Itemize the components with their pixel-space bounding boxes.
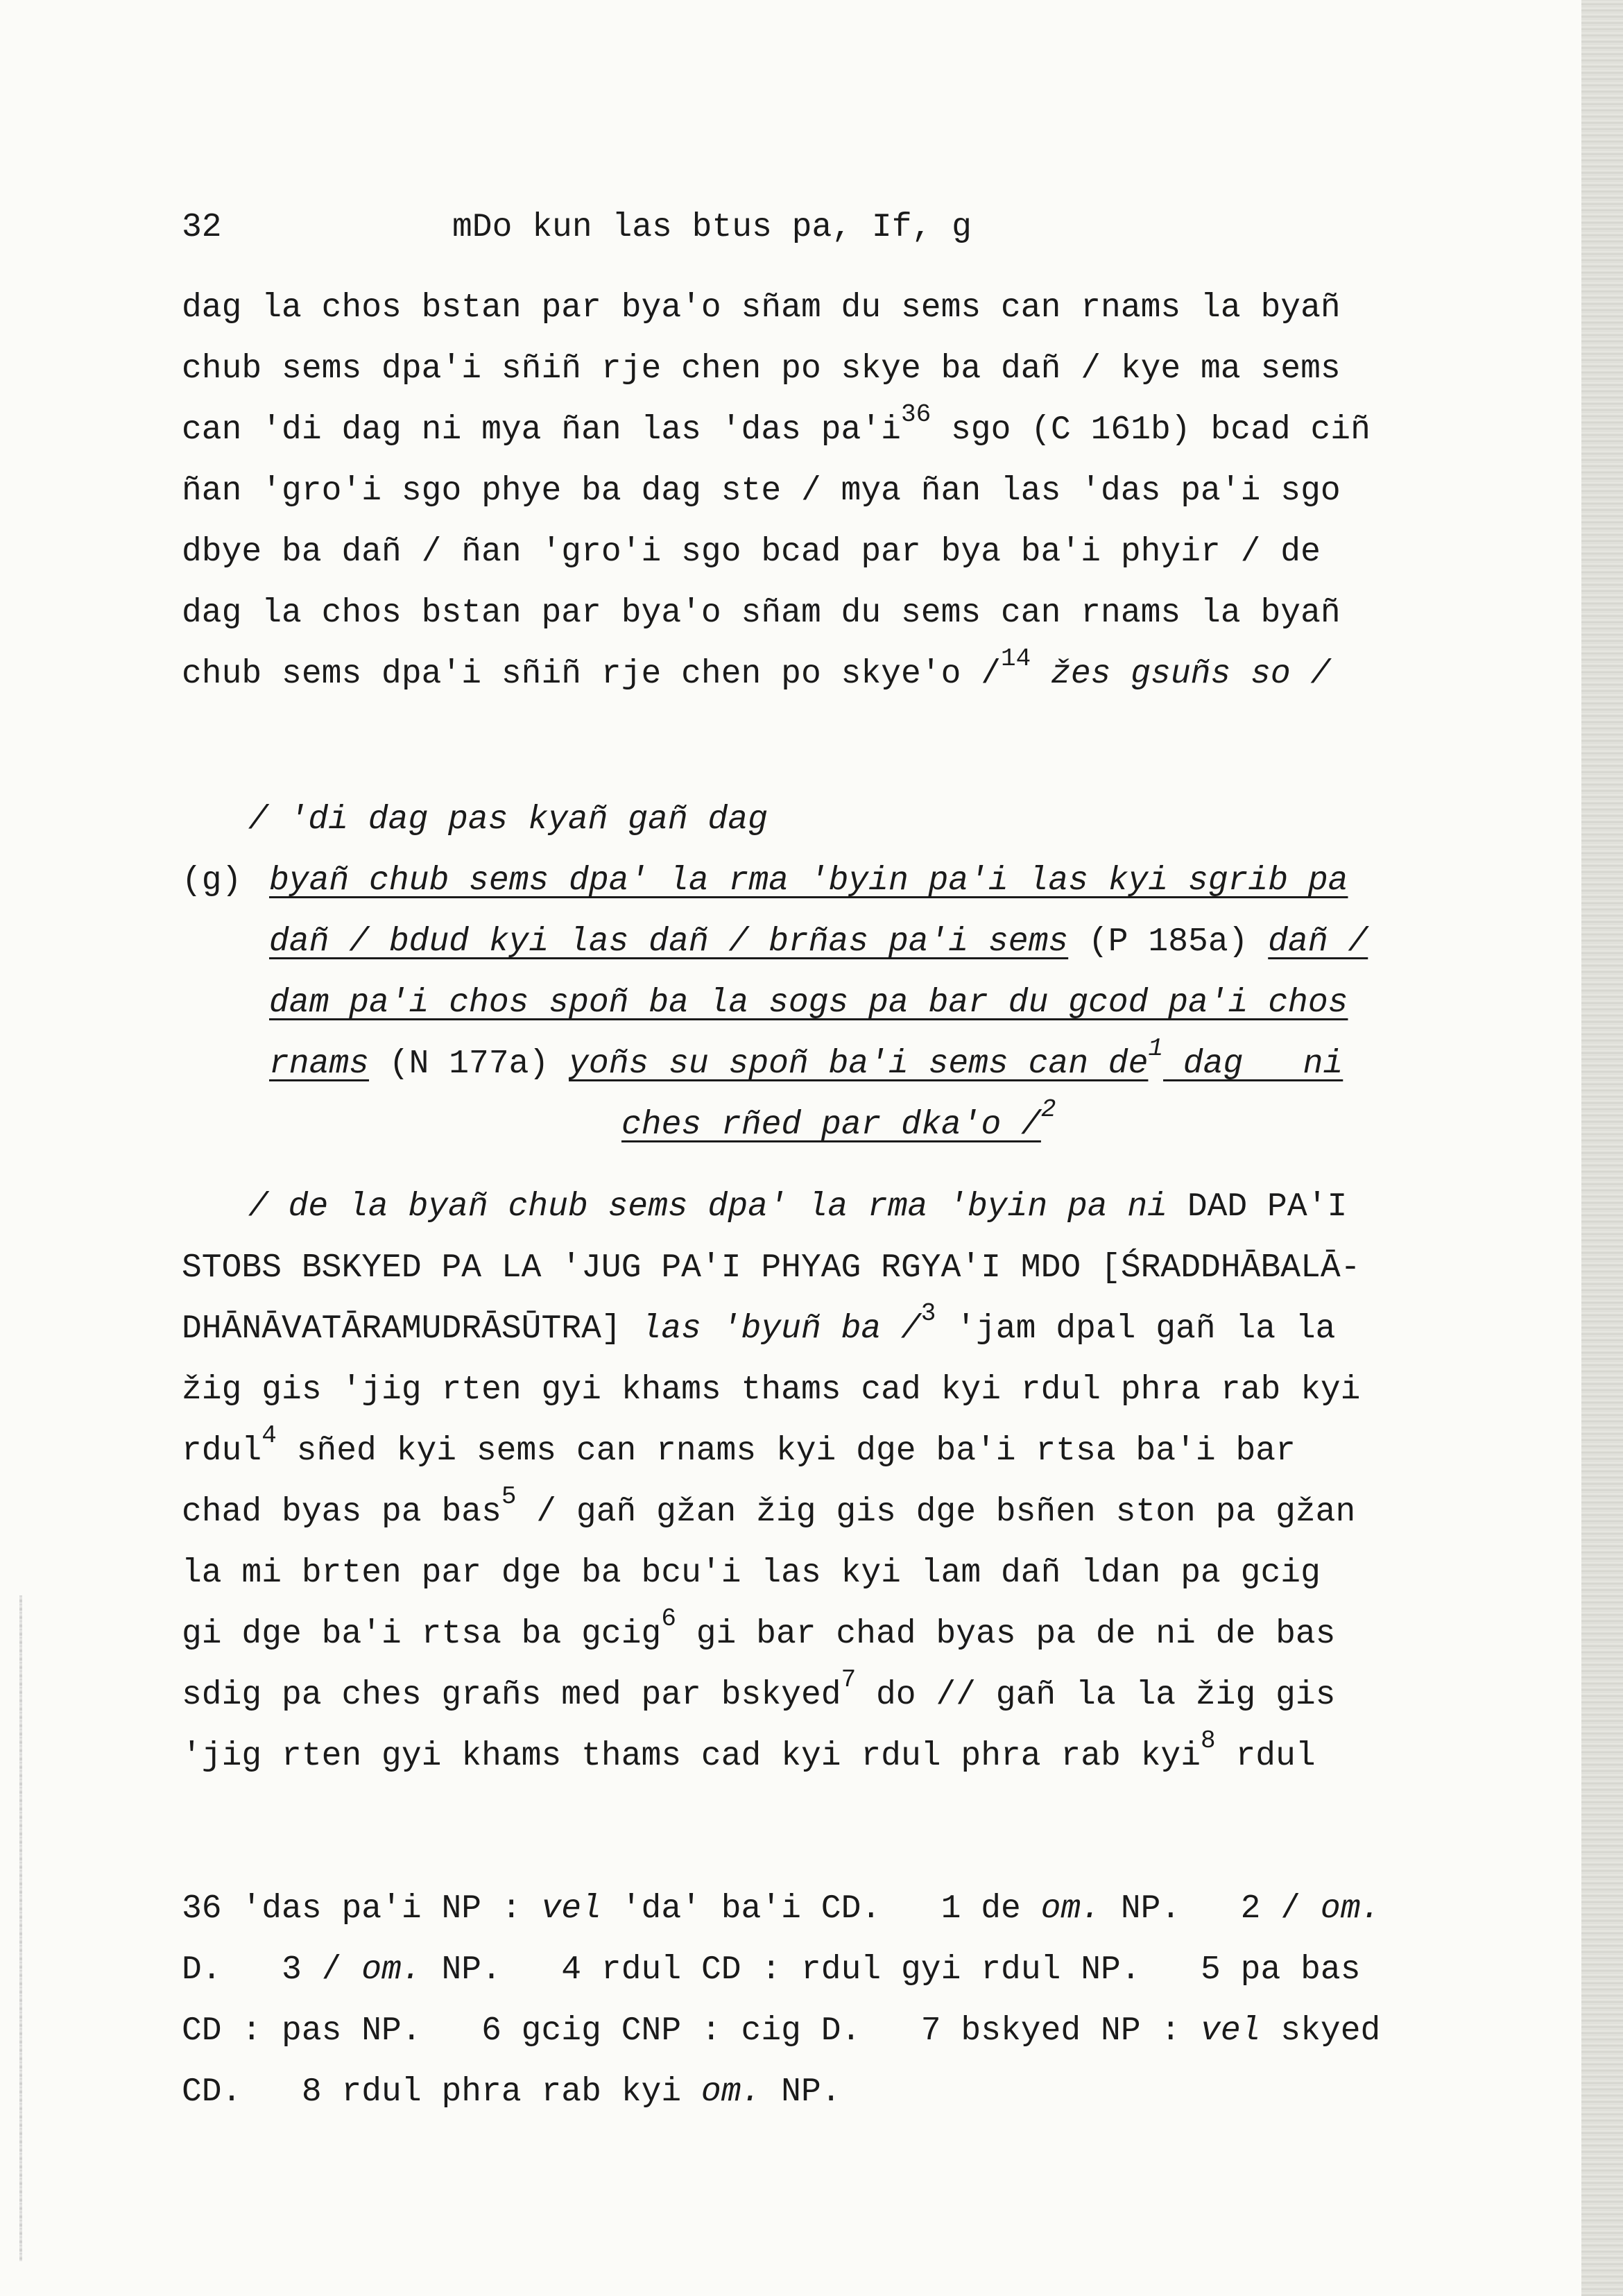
footnote-ref: 36 — [900, 400, 931, 429]
quote-line-4: dam pa'i chos spoñ ba la sogs pa bar du gcod pa'i chos — [269, 984, 1348, 1022]
para2-line-8: gi dge ba'i rtsa ba gcig$^6$ gi bar chad byas pa de ni de bas — [182, 1604, 1336, 1653]
para1-line-5: dbye ba dañ / ñan 'gro'i sgo bcad par bya ba'i phyir / de — [182, 533, 1321, 571]
para2-line-5: rdul$^4$ sñed kyi sems can rnams kyi dge ba'i rtsa ba'i bar — [182, 1421, 1296, 1470]
footnote-line-3: CD : pas NP. 6 gcig CNP : cig D. 7 bskyed NP : vel skyed — [182, 2012, 1381, 2050]
footnote-ref: 1 — [1148, 1034, 1164, 1063]
quote-line-6: ches rñed par dka'o /$^2$ — [621, 1095, 1056, 1144]
para1-line-1: dag la chos bstan par bya'o sñam du sems can rnams la byañ — [182, 289, 1341, 327]
para2-line-3: DHĀNĀVATĀRAMUDRĀSŪTRA] las 'byuñ ba /$^3$ 'jam dpal gañ la la — [182, 1299, 1336, 1348]
para1-line-2: chub sems dpa'i sñiñ rje chen po skye ba dañ / kye ma sems — [182, 350, 1341, 388]
para2-line-6: chad byas pa bas$^5$ / gañ gžan žig gis dge bsñen ston pa gžan — [182, 1482, 1356, 1531]
para2-line-2: STOBS BSKYED PA LA 'JUG PA'I PHYAG RGYA'I MDO [ŚRADDHĀBALĀ- — [182, 1249, 1361, 1287]
footnote-ref: 7 — [841, 1665, 857, 1694]
quote-line-5: rnams (N 177a) yoñs su spoñ ba'i sems can $de^1$ dag ni — [269, 1034, 1343, 1083]
quote-line-1: / 'di dag pas kyañ gañ dag — [248, 801, 768, 839]
para2-line-4: žig gis 'jig rten gyi khams thams cad kyi rdul phra rab kyi — [182, 1371, 1361, 1409]
footnote-line-4: CD. 8 rdul phra rab kyi om. NP. — [182, 2073, 841, 2111]
footnote-ref: 6 — [661, 1604, 676, 1633]
footnote-ref: 8 — [1201, 1727, 1216, 1755]
quote-line-2: byañ chub sems dpa' la rma 'byin pa'i las kyi sgrib pa — [269, 862, 1348, 900]
para2-line-9: sdig pa ches grañs med par bskyed$^7$ do // gañ la la žig gis — [182, 1665, 1336, 1714]
footnote-ref: 4 — [261, 1421, 277, 1450]
running-title: mDo kun las btus pa, If, g — [452, 209, 972, 246]
scan-edge-shadow — [1581, 0, 1623, 2296]
para2-line-7: la mi brten par dge ba bcu'i las kyi lam dañ ldan pa gcig — [182, 1554, 1321, 1592]
page-number: 32 — [182, 209, 222, 246]
footnote-line-2: D. 3 / om. NP. 4 rdul CD : rdul gyi rdul NP. 5 pa bas — [182, 1951, 1361, 1989]
quote-label: (g) — [182, 862, 242, 900]
para1-line-6: dag la chos bstan par bya'o sñam du sems can rnams la byañ — [182, 594, 1341, 632]
quote-line-3: dañ / bdud kyi las dañ / brñas pa'i sems (P 185a) dañ / — [269, 923, 1368, 961]
footnote-ref: 2 — [1040, 1095, 1056, 1124]
para1-line-4: ñan 'gro'i sgo phye ba dag ste / mya ñan las 'das pa'i sgo — [182, 472, 1341, 510]
footnote-ref: 5 — [501, 1482, 517, 1511]
para1-line-3: can 'di dag ni mya ñan las 'das $pa'i^{36}$ sgo (C 161b) bcad ciñ — [182, 400, 1371, 449]
footnote-ref: 3 — [920, 1299, 936, 1328]
para2-line-1: / de la byañ chub sems dpa' la rma 'byin pa ni DAD PA'I — [248, 1188, 1348, 1226]
para2-line-10: 'jig rten gyi khams thams cad kyi rdul phra rab kyi$^8$ rdul — [182, 1727, 1316, 1775]
footnote-line-1: 36 'das pa'i NP : vel 'da' ba'i CD. 1 de om. NP. 2 / om. — [182, 1890, 1381, 1928]
footnote-ref: 14 — [1001, 644, 1031, 673]
para1-line-7: chub sems dpa'i sñiñ rje chen po skye'o /$^{14}$ žes gsuñs so / — [182, 644, 1331, 693]
scan-left-edge — [19, 1595, 22, 2261]
